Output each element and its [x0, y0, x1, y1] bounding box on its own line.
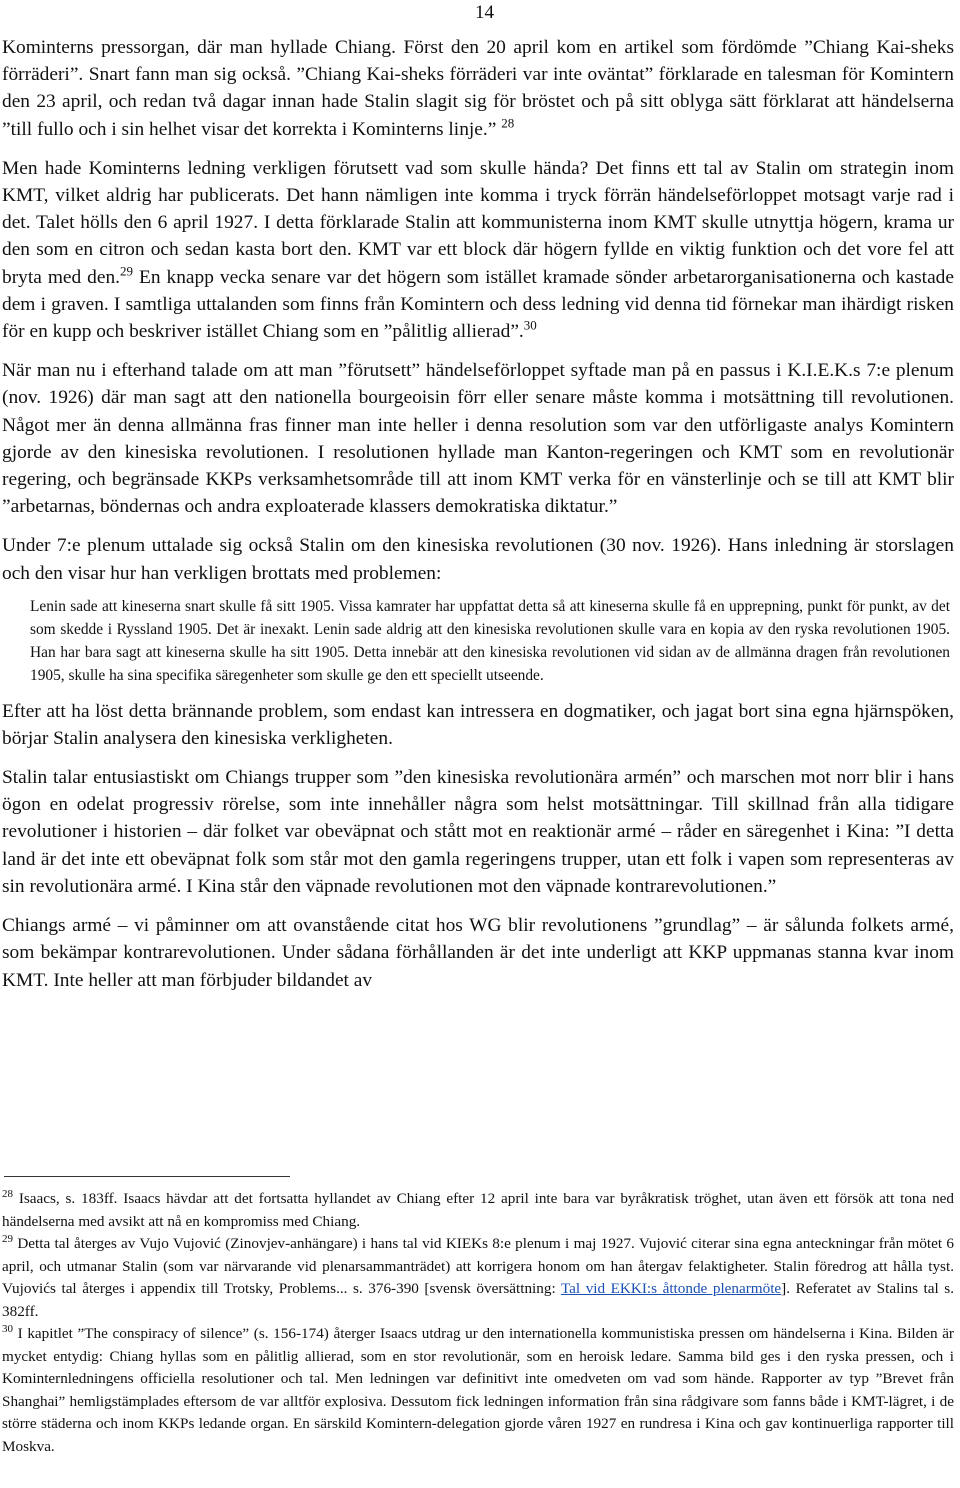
footnote-28	[2, 1188, 954, 1233]
block-quote: Lenin sade att kineserna snart skulle få sitt 1905. Vissa kamrater har uppfattat detta så att kineserna skulle få en upprepning, punkt för punkt, av det som skedde i Ryssland 1905. Det är inexakt. Lenin sade aldrig att den kinesiska revolutionen skulle vara en kopia av den ryska revolutionen 1905. Han har bara sagt att kineserna skulle ha sitt 1905. Detta innebär att den kinesiska revolutionen vid sidan av de allmänna dragen från revolutionen 1905, skulle ha sina specifika säregenheter som skulle ge den ett speciellt utseende.	[30, 597, 950, 685]
paragraph-7: Chiangs armé – vi påminner om att ovanstående citat hos WG blir revolutionens ”grundlag” – är sålunda folkets armé, som bekämpar kontrarevolutionen. Under sådana förhållanden är det inte underligt att KKP uppmanas stanna kvar inom KMT. Inte heller att man förbjuder bildandet av	[2, 915, 954, 991]
footnote-29-number: 29	[2, 1232, 13, 1245]
footnote-29-text-after: ]. Referatet av Stalins tal s. 382ff.	[2, 1280, 954, 1320]
paragraph-2-text: Men hade Kominterns ledning verkligen förutsett vad som skulle hända? Det finns ett tal av Stalin om strategin inom KMT, vilket aldrig har publicerats. Det hann nämligen inte komma i tryck förrän händelseförloppet motsagt varje rad i det. Talet hölls den 6 april 1927. I detta förklarade Stalin att kommunisterna inom KMT skulle utnyttja högern, krama ur den som en citron och sedan kasta bort den. KMT var ett block där högern fyllde en viktig funktion och det vore fel att bryta med den.	[2, 157, 954, 288]
footnote-29-text: Detta tal återges av Vujo Vujović (Zinovjev-anhängare) i hans tal vid KIEKs 8:e plenum i maj 1927. Vujović citerar sina egna anteckningar från mötet 6 april, och utmanar Stalin (som var närvarande vid plenarsammanträdet) att korrigera honom om han återgav felaktigheter. Stalin föredrog att hålla tyst. Vujovićs tal återges i appendix till Trotsky, Problems... s. 376-390 [svensk översättning:	[2, 1235, 954, 1297]
footnote-30-text: I kapitlet ”The conspiracy of silence” (s. 156-174) återger Isaacs utdrag ur den internationella kommunistiska pressen om händelserna i Kina. Bilden är mycket entydig: Chiang hyllas som en pålitlig allierad, som en stor revolutionär, som en heroisk ledare. Samma bild ges i den ryska pressen, och i Kominternledningens officiella resolutioner och tal. Men ledningen var definitivt inte omedveten om vad som hände. Rapporter av typ ”Brevet från Shanghai” hemligstämplades eftersom de var alltför explosiva. Dessutom fick ledningen information från sina rådgivare som fanns både i KMT-lägret, i de större städerna och inom KKPs ledande organ. En särskild Komintern-delegation gjorde våren 1927 en rundresa i Kina och gav kontinuerliga rapporter till Moskva.	[2, 1325, 954, 1455]
paragraph-6: Stalin talar entusiastiskt om Chiangs trupper som ”den kinesiska revolutionära armén” och marschen mot norr blir i hans ögon en odelat progressiv rörelse, som inte innehåller några som helst motsättningar. Till skillnad från alla tidigare revolutioner i historien – där folket var obeväpnat och stått mot en reaktionär armé – råder en säregenhet i Kina: ”I detta land är det inte ett obeväpnat folk som står mot den gamla regeringens trupper, utan ett folk i vapen som representeras av sin revolutionära armé. I Kina står den väpnade revolutionen mot den väpnade kontrarevolutionen.”	[2, 767, 954, 897]
footnote-30	[2, 1323, 954, 1458]
page-number: 14	[475, 2, 494, 23]
paragraph-1	[2, 34, 954, 143]
footnote-ref-28[interactable]: 28	[501, 115, 515, 131]
footnote-29-link[interactable]: Tal vid EKKI:s åttonde plenarmöte	[560, 1280, 782, 1297]
footnote-29	[2, 1233, 954, 1323]
footnote-30-number: 30	[2, 1322, 13, 1335]
footnote-separator	[4, 1176, 290, 1177]
footnote-28-text: Isaacs, s. 183ff. Isaacs hävdar att det fortsatta hyllandet av Chiang efter 12 april inte bara var byråkratisk tröghet, utan även ett försök att tona ned händelserna med avsikt att nå en kompromiss med Chiang.	[2, 1190, 954, 1230]
footnote-28-number: 28	[2, 1187, 13, 1200]
footnote-ref-29[interactable]: 29	[120, 263, 134, 279]
footnotes	[2, 1188, 954, 1458]
paragraph-2	[2, 155, 954, 345]
paragraph-2-text-after: En knapp vecka senare var det högern som istället kramade sönder arbetarorganisationerna och kastade dem i graven. I samtliga uttalanden som finns från Komintern och dess ledning vid denna tid förnekar man ihärdigt risken för en kupp och beskriver istället Chiang som en ”pålitlig allierad”.	[2, 266, 954, 343]
paragraph-3: När man nu i efterhand talade om att man ”förutsett” händelseförloppet syftade man på en passus i K.I.E.K.s 7:e plenum (nov. 1926) där man sagt att den nationella bourgeoisin förr eller senare måste komma i motsättning till revolutionen. Något mer än denna allmänna fras finner man inte heller i denna resolution som var den utförligaste analys Komintern gjorde av den kinesiska revolutionen. I resolutionen hyllade man Kanton-regeringen och KMT som en revolutionär regering, och begränsade KKPs verksamhetsområde till att inom KMT verka för en vänsterlinje och se till att KMT blir ”arbetarnas, böndernas och andra exploaterade klassers demokratiska diktatur.”	[2, 360, 954, 518]
paragraph-4: Under 7:e plenum uttalade sig också Stalin om den kinesiska revolutionen (30 nov. 1926). Hans inledning är storslagen och den visar hur han verkligen brottats med problemen:	[2, 535, 954, 584]
footnote-ref-30[interactable]: 30	[523, 317, 537, 333]
paragraph-1-text: Kominterns pressorgan, där man hyllade Chiang. Först den 20 april kom en artikel som fördömde ”Chiang Kai-sheks förräderi”. Snart fann man sig också. ”Chiang Kai-sheks förräderi var inte oväntat” förklarade en talesman för Komintern den 23 april, och redan två dagar innan hade Stalin slagit sig för bröstet och på sitt oblyga sätt förklarat att händelserna ”till fullo och i sin helhet visar det korrekta i Kominterns linje.”	[2, 37, 954, 140]
paragraph-5: Efter att ha löst detta brännande problem, som endast kan intressera en dogmatiker, och jagat bort sina egna hjärnspöken, börjar Stalin analysera den kinesiska verkligheten.	[2, 700, 954, 749]
body-text	[2, 34, 954, 1006]
